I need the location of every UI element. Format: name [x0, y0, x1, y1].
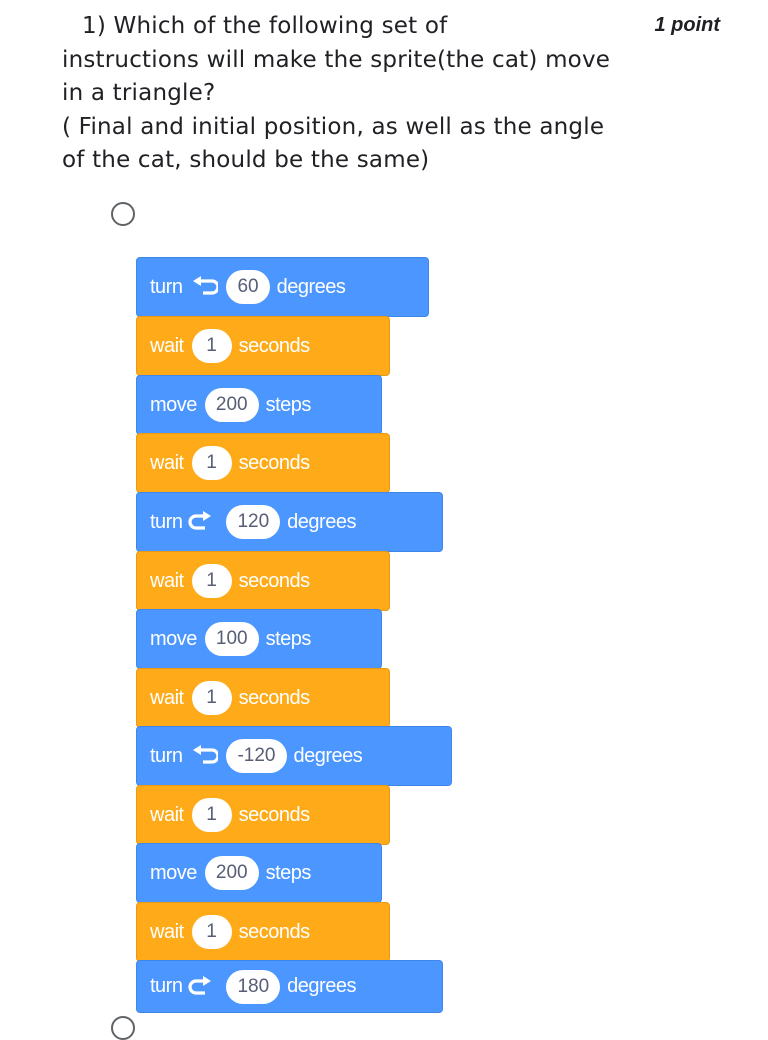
block-label: turn — [150, 510, 183, 533]
wait-block — [136, 902, 390, 962]
block-suffix: steps — [265, 393, 311, 416]
block-label: turn — [150, 275, 183, 298]
points-label: 1 point — [654, 14, 720, 36]
block-value-input[interactable]: 180 — [226, 970, 280, 1004]
block-suffix: steps — [265, 861, 311, 884]
block-suffix: seconds — [238, 451, 310, 474]
wait-block — [136, 785, 390, 845]
turn-block — [136, 960, 443, 1013]
wait-block — [136, 551, 390, 611]
block-suffix: steps — [265, 627, 311, 650]
block-value-input[interactable]: 1 — [192, 915, 232, 949]
block-suffix: seconds — [238, 686, 310, 709]
question-line: of the cat, should be the same) — [62, 147, 430, 173]
block-value-input[interactable]: -120 — [226, 739, 286, 773]
rotate-left-icon — [188, 745, 218, 767]
option-radio-button[interactable] — [111, 202, 135, 226]
rotate-right-icon — [188, 511, 218, 533]
block-value-input[interactable]: 60 — [226, 270, 269, 304]
turn-block — [136, 257, 429, 317]
move-block — [136, 843, 382, 903]
block-suffix: seconds — [238, 569, 310, 592]
rotate-right-icon — [188, 976, 218, 998]
block-label: wait — [150, 451, 184, 474]
block-label: turn — [150, 744, 183, 767]
block-label: wait — [150, 334, 184, 357]
question-line: in a triangle? — [62, 80, 216, 106]
move-block — [136, 609, 382, 669]
block-suffix: seconds — [238, 920, 310, 943]
block-label: turn — [150, 975, 183, 997]
question-line: instructions will make the sprite(the cat) move — [62, 46, 611, 73]
turn-block — [136, 726, 452, 786]
block-suffix: degrees — [287, 510, 356, 533]
question-text — [62, 10, 712, 178]
block-value-input[interactable]: 200 — [205, 856, 259, 890]
block-suffix: degrees — [293, 744, 363, 767]
block-suffix: degrees — [287, 975, 356, 997]
block-label: wait — [150, 920, 184, 943]
block-suffix: seconds — [238, 803, 310, 826]
block-label: wait — [150, 686, 184, 709]
block-value-input[interactable]: 1 — [192, 564, 232, 598]
move-block — [136, 375, 382, 435]
wait-block — [136, 668, 390, 728]
block-label: wait — [150, 569, 184, 592]
question-line: 1) Which of the following set of — [82, 13, 448, 39]
block-value-input[interactable]: 1 — [192, 798, 232, 832]
block-value-input[interactable]: 1 — [192, 329, 232, 363]
block-label: move — [150, 393, 197, 416]
block-value-input[interactable]: 1 — [192, 446, 232, 480]
block-label: wait — [150, 803, 184, 826]
block-suffix: seconds — [238, 334, 310, 357]
block-value-input[interactable]: 200 — [205, 388, 259, 422]
block-value-input[interactable]: 1 — [192, 681, 232, 715]
block-value-input[interactable]: 120 — [226, 505, 280, 539]
option-radio-button[interactable] — [111, 1016, 135, 1040]
block-value-input[interactable]: 100 — [205, 622, 259, 656]
rotate-left-icon — [188, 276, 218, 298]
wait-block — [136, 433, 390, 493]
question-line: ( Final and initial position, as well as the angle — [62, 113, 605, 140]
block-label: move — [150, 861, 197, 884]
turn-block — [136, 492, 443, 552]
block-suffix: degrees — [276, 275, 346, 298]
wait-block — [136, 316, 390, 376]
block-label: move — [150, 627, 197, 650]
